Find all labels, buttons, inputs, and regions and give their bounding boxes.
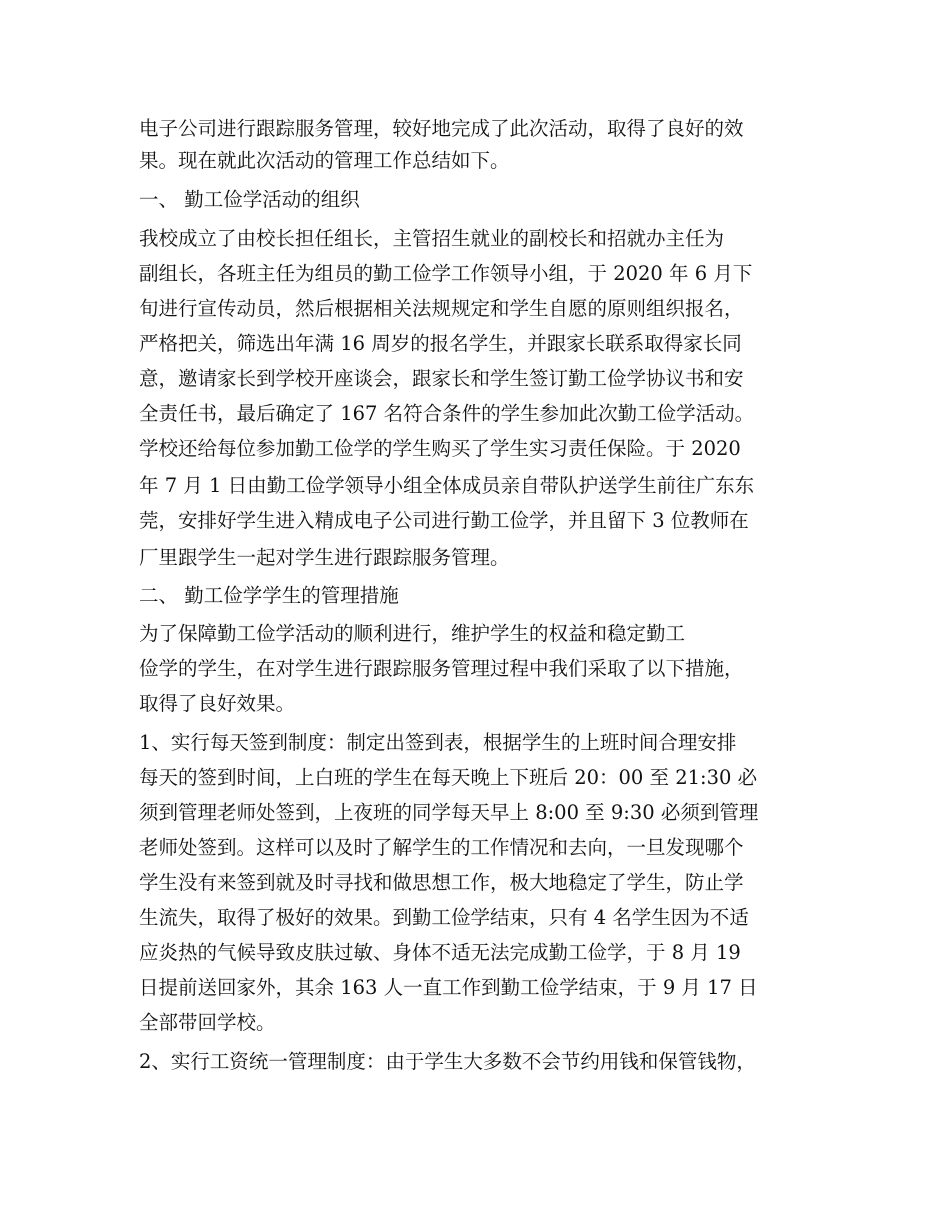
section-heading: 一、 勤工俭学活动的组织 xyxy=(139,188,360,211)
text-line: 应炎热的气候导致皮肤过敏、身体不适无法完成勤工俭学，于 8 月 19 xyxy=(139,941,741,964)
text-line: 果。现在就此次活动的管理工作总结如下。 xyxy=(139,149,510,172)
text-line: 旬进行宣传动员，然后根据相关法规规定和学生自愿的原则组织报名， xyxy=(139,297,744,320)
text-line: 全部带回学校。 xyxy=(139,1011,276,1034)
text-line: 全责任书，最后确定了 167 名符合条件的学生参加此次勤工俭学活动。 xyxy=(139,402,755,425)
text-line: 俭学的学生，在对学生进行跟踪服务管理过程中我们采取了以下措施， xyxy=(139,657,744,680)
text-line: 意，邀请家长到学校开座谈会，跟家长和学生签订勤工俭学协议书和安 xyxy=(139,367,744,390)
text-line: 莞，安排好学生进入精成电子公司进行勤工俭学，并且留下 3 位教师在 xyxy=(139,509,749,532)
text-line: 我校成立了由校长担任组长，主管招生就业的副校长和招就办主任为 xyxy=(139,227,725,250)
text-line: 老师处签到。这样可以及时了解学生的工作情况和去向，一旦发现哪个 xyxy=(139,836,744,859)
text-line: 日提前送回家外，其余 163 人一直工作到勤工俭学结束，于 9 月 17 日 xyxy=(139,976,758,999)
text-line: 须到管理老师处签到，上夜班的同学每天早上 8:00 至 9:30 必须到管理 xyxy=(139,801,759,824)
text-line: 厂里跟学生一起对学生进行跟踪服务管理。 xyxy=(139,546,510,569)
text-line: 生流失，取得了极好的效果。到勤工俭学结束，只有 4 名学生因为不适 xyxy=(139,906,749,929)
section-heading: 二、 勤工俭学学生的管理措施 xyxy=(139,584,399,607)
text-line: 副组长，各班主任为组员的勤工俭学工作领导小组，于 2020 年 6 月下 xyxy=(139,262,753,285)
text-line: 每天的签到时间，上白班的学生在每天晚上下班后 20：00 至 21:30 必 xyxy=(139,766,758,789)
text-line: 为了保障勤工俭学活动的顺利进行，维护学生的权益和稳定勤工 xyxy=(139,622,686,645)
text-line: 严格把关，筛选出年满 16 周岁的报名学生，并跟家长联系取得家长同 xyxy=(139,332,742,355)
text-line: 1、实行每天签到制度：制定出签到表，根据学生的上班时间合理安排 xyxy=(139,731,737,754)
text-line: 年 7 月 1 日由勤工俭学领导小组全体成员亲自带队护送学生前往广东东 xyxy=(139,474,755,497)
text-line: 学生没有来签到就及时寻找和做思想工作，极大地稳定了学生，防止学 xyxy=(139,871,744,894)
text-line: 学校还给每位参加勤工俭学的学生购买了学生实习责任保险。于 2020 xyxy=(139,437,741,460)
text-line: 取得了良好效果。 xyxy=(139,692,296,715)
text-line: 2、实行工资统一管理制度：由于学生大多数不会节约用钱和保管钱物， xyxy=(139,1050,756,1073)
text-line: 电子公司进行跟踪服务管理，较好地完成了此次活动，取得了良好的效 xyxy=(139,117,744,140)
